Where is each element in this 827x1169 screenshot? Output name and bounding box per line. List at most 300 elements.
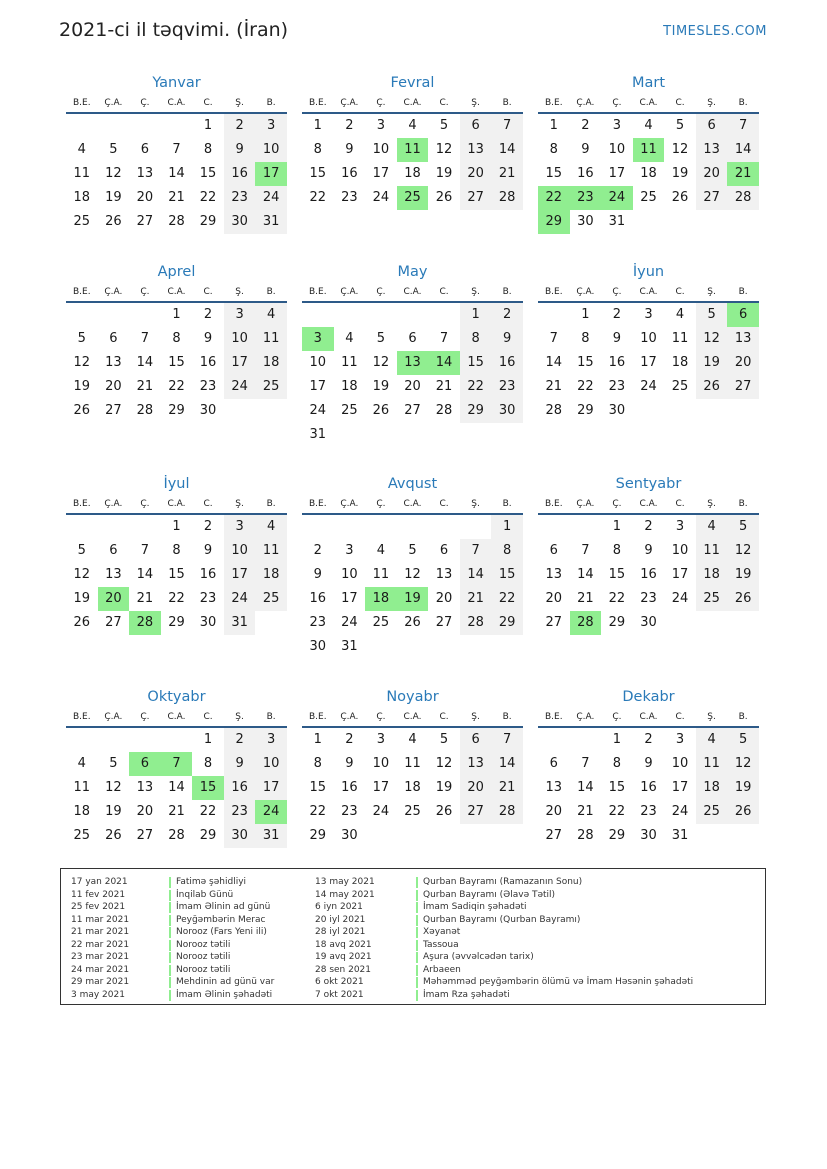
weekday-label: B. [502, 98, 512, 108]
day-cell: 28 [545, 403, 563, 418]
holiday-name: Mehdinin ad günü var [176, 977, 275, 987]
day-cell: 27 [136, 828, 154, 843]
weekday-header [66, 95, 287, 114]
day-cell: 24 [224, 375, 256, 399]
day-cell: 10 [341, 567, 358, 582]
empty-cell [224, 399, 256, 423]
day-cell: 18 [341, 379, 358, 394]
day-cell: 2 [644, 732, 653, 747]
month-name: Dekabr [622, 689, 675, 705]
weekday-label: Ç. [612, 98, 622, 108]
empty-cell [334, 303, 366, 327]
day-cell: 11 [404, 756, 421, 771]
day-cell: 22 [491, 587, 523, 611]
weekday-label: C.A. [403, 499, 422, 509]
day-cell: 14 [727, 138, 759, 162]
day-cell: 22 [199, 804, 217, 819]
day-cell: 27 [105, 615, 122, 630]
week-row [302, 138, 523, 162]
day-cell: 26 [696, 375, 728, 399]
day-cell: 4 [255, 515, 287, 539]
day-cell: 14 [168, 166, 185, 181]
weekday-header [538, 496, 759, 515]
day-cell: 8 [549, 142, 558, 157]
week-row [302, 728, 523, 752]
day-cell: 11 [341, 355, 358, 370]
empty-cell [428, 515, 460, 539]
day-cell: 15 [545, 166, 563, 181]
weekday-label: B. [266, 499, 276, 509]
day-cell: 10 [255, 752, 287, 776]
day-cell: 26 [435, 804, 453, 819]
weekday-label: C. [675, 712, 685, 722]
day-cell: 6 [549, 543, 558, 558]
weekday-label: Ş. [707, 98, 716, 108]
month-11 [302, 685, 523, 848]
week-row [302, 327, 523, 351]
holiday-name: Norooz tətili [176, 964, 231, 975]
week-row [538, 824, 759, 848]
day-cell: 7 [549, 331, 558, 346]
day-cell: 13 [460, 752, 492, 776]
day-cell: 30 [640, 615, 657, 630]
day-cell: 1 [460, 303, 492, 327]
weekday-label: Ç.A. [104, 287, 123, 297]
weekday-label: B. [502, 287, 512, 297]
day-cell: 30 [309, 639, 327, 654]
day-cell: 11 [696, 539, 728, 563]
day-cell: 5 [696, 303, 728, 327]
day-cell: 30 [640, 828, 657, 843]
weekday-label: Ç. [140, 499, 150, 509]
day-cell: 7 [140, 331, 150, 346]
day-cell: 13 [727, 327, 759, 351]
week-row [538, 303, 759, 327]
day-cell: 19 [105, 190, 122, 205]
day-cell: 16 [640, 567, 657, 582]
day-cell: 30 [224, 824, 256, 848]
day-cell: 30 [577, 214, 594, 229]
day-cell: 26 [73, 403, 91, 418]
holiday-date: 14 may 2021 [315, 889, 375, 900]
weekday-label: Ç. [140, 287, 150, 297]
day-cell: 6 [129, 752, 161, 776]
day-cell: 28 [136, 403, 154, 418]
day-cell: 1 [172, 519, 181, 534]
day-cell: 21 [727, 162, 759, 186]
day-cell: 2 [345, 732, 354, 747]
day-cell: 19 [696, 351, 728, 375]
day-cell: 8 [203, 142, 213, 157]
day-cell: 15 [168, 355, 185, 370]
weekday-label: B.E. [72, 98, 91, 108]
day-cell: 16 [224, 776, 256, 800]
weekday-header [66, 284, 287, 303]
day-cell: 18 [73, 804, 91, 819]
day-cell: 14 [136, 355, 154, 370]
day-cell: 15 [309, 780, 327, 795]
day-cell: 5 [376, 331, 386, 346]
holiday-marker [169, 902, 171, 913]
day-cell: 15 [192, 776, 224, 800]
weekday-label: Ç.A. [340, 98, 359, 108]
holiday-name: Qurban Bayramı (Qurban Bayramı) [423, 914, 581, 925]
weekday-label: Ş. [707, 287, 716, 297]
day-cell: 27 [727, 375, 759, 399]
day-cell: 28 [577, 828, 594, 843]
day-cell: 5 [77, 543, 86, 558]
day-cell: 26 [372, 403, 390, 418]
day-cell: 23 [640, 804, 657, 819]
day-cell: 13 [105, 355, 122, 370]
day-cell: 30 [608, 403, 626, 418]
day-cell: 10 [608, 142, 626, 157]
day-cell: 22 [460, 375, 492, 399]
day-cell: 6 [549, 756, 558, 771]
empty-cell [397, 635, 429, 659]
day-cell: 15 [460, 351, 492, 375]
day-cell: 28 [168, 214, 185, 229]
day-cell: 7 [161, 752, 193, 776]
day-cell: 24 [671, 591, 689, 606]
day-cell: 31 [671, 828, 689, 843]
week-row [66, 210, 287, 234]
day-cell: 17 [224, 351, 256, 375]
weekday-label: C.A. [167, 98, 186, 108]
weekday-label: C. [203, 287, 213, 297]
holiday-name: İmam Rza şəhadəti [423, 989, 510, 1000]
weekday-header [302, 284, 523, 303]
weekday-label: C. [439, 499, 449, 509]
weekday-label: Ç.A. [576, 287, 595, 297]
month-2 [302, 71, 523, 210]
weekday-label: C.A. [403, 287, 422, 297]
empty-cell [255, 611, 287, 635]
day-cell: 21 [545, 379, 563, 394]
weekday-label: Ş. [235, 287, 244, 297]
week-row [302, 423, 523, 447]
day-cell: 3 [255, 114, 287, 138]
day-cell: 25 [640, 190, 657, 205]
day-cell: 17 [372, 166, 390, 181]
day-cell: 19 [73, 591, 91, 606]
day-cell: 31 [255, 210, 287, 234]
weekday-label: Ç.A. [576, 98, 595, 108]
day-cell: 29 [608, 828, 626, 843]
day-cell: 24 [255, 186, 287, 210]
week-row [302, 611, 523, 635]
day-cell: 16 [640, 780, 657, 795]
day-cell: 25 [404, 804, 421, 819]
week-row [66, 515, 287, 539]
empty-cell [696, 824, 728, 848]
day-cell: 21 [136, 591, 154, 606]
day-cell: 10 [372, 142, 390, 157]
empty-cell [727, 824, 759, 848]
day-cell: 14 [577, 567, 594, 582]
month-name: Aprel [157, 264, 196, 280]
empty-cell [66, 728, 98, 752]
day-cell: 14 [168, 780, 185, 795]
day-cell: 17 [309, 379, 327, 394]
day-cell: 2 [203, 519, 213, 534]
day-cell: 12 [727, 539, 759, 563]
day-cell: 22 [577, 379, 594, 394]
week-row [538, 611, 759, 635]
day-cell: 10 [671, 543, 689, 558]
month-name: Fevral [390, 75, 435, 91]
week-row [66, 539, 287, 563]
day-cell: 13 [545, 780, 563, 795]
day-cell: 27 [460, 186, 492, 210]
holiday-marker [416, 877, 418, 888]
weekday-label: B.E. [72, 499, 91, 509]
day-cell: 5 [727, 728, 759, 752]
empty-cell [255, 399, 287, 423]
month-6 [538, 260, 759, 423]
week-row [538, 186, 759, 210]
weekday-header [302, 496, 523, 515]
empty-cell [365, 635, 397, 659]
day-cell: 31 [608, 214, 626, 229]
holiday-date: 13 may 2021 [315, 877, 375, 887]
day-cell: 20 [696, 162, 728, 186]
empty-cell [161, 114, 193, 138]
day-cell: 16 [199, 567, 217, 582]
day-cell: 3 [376, 118, 386, 133]
day-cell: 15 [199, 166, 217, 181]
holiday-marker [416, 940, 418, 951]
week-row [302, 375, 523, 399]
weekday-label: C.A. [639, 499, 658, 509]
month-name: Yanvar [152, 75, 201, 91]
day-cell: 10 [224, 327, 256, 351]
weekday-label: Ş. [235, 98, 244, 108]
weekday-label: Ş. [235, 499, 244, 509]
day-cell: 6 [727, 303, 759, 327]
day-cell: 8 [612, 756, 622, 771]
day-cell: 11 [696, 752, 728, 776]
month-1 [66, 71, 287, 234]
day-cell: 23 [608, 379, 626, 394]
day-cell: 27 [435, 615, 453, 630]
day-cell: 7 [439, 331, 449, 346]
day-cell: 21 [491, 162, 523, 186]
day-cell: 6 [696, 114, 728, 138]
empty-cell [538, 515, 570, 539]
weekday-label: Ç. [376, 287, 386, 297]
empty-cell [538, 728, 570, 752]
brand-link[interactable]: TIMESLES.COM [663, 24, 767, 39]
day-cell: 23 [570, 186, 602, 210]
day-cell: 1 [581, 307, 590, 322]
day-cell: 1 [172, 307, 181, 322]
holiday-name: Qurban Bayramı (Əlavə Tətil) [423, 889, 556, 900]
day-cell: 20 [727, 351, 759, 375]
weekday-label: C. [439, 98, 449, 108]
day-cell: 18 [696, 776, 728, 800]
holiday-name: Tassoua [423, 939, 459, 950]
day-cell: 24 [255, 800, 287, 824]
day-cell: 11 [73, 780, 91, 795]
day-cell: 5 [109, 756, 118, 771]
day-cell: 2 [203, 307, 213, 322]
day-cell: 20 [435, 591, 453, 606]
empty-cell [664, 210, 696, 234]
month-name: Noyabr [386, 689, 439, 705]
month-name: Oktyabr [147, 689, 206, 705]
day-cell: 13 [696, 138, 728, 162]
day-cell: 2 [224, 114, 256, 138]
weekday-label: B.E. [308, 287, 327, 297]
empty-cell [727, 611, 759, 635]
holiday-name: Fatimə şəhidliyi [176, 877, 247, 887]
day-cell: 5 [109, 142, 118, 157]
holiday-marker [416, 977, 418, 988]
weekday-header [538, 95, 759, 114]
weekday-label: B. [266, 98, 276, 108]
day-cell: 25 [372, 615, 390, 630]
day-cell: 25 [696, 587, 728, 611]
empty-cell [664, 611, 696, 635]
day-cell: 1 [203, 732, 213, 747]
empty-cell [365, 423, 397, 447]
weekday-label: B.E. [544, 712, 563, 722]
day-cell: 8 [491, 539, 523, 563]
day-cell: 27 [696, 186, 728, 210]
holiday-date: 20 iyl 2021 [315, 914, 366, 925]
weekday-label: B.E. [544, 287, 563, 297]
day-cell: 30 [199, 403, 217, 418]
week-row [538, 728, 759, 752]
day-cell: 9 [491, 327, 523, 351]
weekday-header [538, 284, 759, 303]
weekday-label: B. [738, 499, 748, 509]
day-cell: 26 [404, 615, 421, 630]
holiday-date: 19 avq 2021 [315, 952, 372, 962]
weekday-label: Ş. [471, 98, 480, 108]
day-cell: 4 [255, 303, 287, 327]
empty-cell [334, 515, 366, 539]
day-cell: 27 [404, 403, 421, 418]
day-cell: 23 [491, 375, 523, 399]
week-row [66, 162, 287, 186]
day-cell: 6 [140, 142, 150, 157]
month-9 [538, 472, 759, 635]
day-cell: 23 [199, 379, 217, 394]
day-cell: 9 [203, 543, 213, 558]
empty-cell [365, 303, 397, 327]
holiday-name: Məhəmməd peyğəmbərin ölümü və İmam Həsənin şəhadəti [423, 977, 694, 987]
day-cell: 8 [581, 331, 590, 346]
weekday-label: Ç.A. [340, 287, 359, 297]
day-cell: 3 [255, 728, 287, 752]
empty-cell [696, 399, 728, 423]
day-cell: 19 [397, 587, 429, 611]
day-cell: 2 [581, 118, 590, 133]
holiday-date: 18 avq 2021 [315, 939, 372, 950]
empty-cell [66, 114, 98, 138]
day-cell: 20 [545, 804, 563, 819]
weekday-label: B.E. [72, 712, 91, 722]
day-cell: 1 [313, 732, 322, 747]
holiday-marker [416, 927, 418, 938]
day-cell: 3 [675, 519, 685, 534]
day-cell: 5 [675, 118, 685, 133]
weekday-label: Ç.A. [104, 712, 123, 722]
day-cell: 12 [73, 355, 91, 370]
weekday-label: C.A. [639, 287, 658, 297]
holiday-marker [416, 965, 418, 976]
empty-cell [428, 423, 460, 447]
week-row [66, 611, 287, 635]
day-cell: 23 [224, 800, 256, 824]
day-cell: 12 [372, 355, 390, 370]
day-cell: 27 [545, 828, 563, 843]
day-cell: 9 [224, 752, 256, 776]
day-cell: 21 [577, 804, 594, 819]
day-cell: 17 [671, 567, 689, 582]
empty-cell [129, 515, 161, 539]
day-cell: 24 [671, 804, 689, 819]
month-name: May [397, 264, 428, 280]
day-cell: 17 [372, 780, 390, 795]
month-name: İyul [163, 476, 190, 492]
day-cell: 6 [109, 543, 118, 558]
week-row [538, 327, 759, 351]
day-cell: 14 [491, 138, 523, 162]
day-cell: 20 [105, 379, 122, 394]
day-cell: 1 [612, 519, 622, 534]
day-cell: 24 [601, 186, 633, 210]
empty-cell [161, 728, 193, 752]
day-cell: 26 [671, 190, 689, 205]
holiday-marker [169, 915, 171, 926]
day-cell: 29 [199, 214, 217, 229]
day-cell: 22 [608, 804, 626, 819]
week-row [302, 539, 523, 563]
day-cell: 24 [640, 379, 657, 394]
weekday-label: C.A. [639, 712, 658, 722]
week-row [538, 351, 759, 375]
day-cell: 17 [224, 563, 256, 587]
month-name: Mart [631, 75, 666, 91]
day-cell: 19 [727, 563, 759, 587]
day-cell: 9 [644, 756, 653, 771]
holiday-date: 3 may 2021 [71, 989, 125, 1000]
day-cell: 29 [309, 828, 327, 843]
holiday-date: 6 okt 2021 [315, 977, 364, 987]
empty-cell [98, 114, 130, 138]
week-row [302, 587, 523, 611]
day-cell: 10 [255, 138, 287, 162]
holiday-name: Aşura (əvvəlcədən tarix) [423, 952, 534, 962]
day-cell: 3 [224, 515, 256, 539]
week-row [66, 399, 287, 423]
day-cell: 22 [168, 379, 185, 394]
day-cell: 2 [224, 728, 256, 752]
day-cell: 7 [491, 114, 523, 138]
holiday-marker [169, 890, 171, 901]
holiday-date: 28 sen 2021 [315, 964, 372, 975]
day-cell: 2 [313, 543, 322, 558]
day-cell: 11 [671, 331, 689, 346]
day-cell: 15 [168, 567, 185, 582]
day-cell: 25 [255, 375, 287, 399]
holiday-name: İmam Əlinin ad günü [176, 902, 271, 912]
day-cell: 24 [309, 403, 327, 418]
weekday-label: C. [203, 499, 213, 509]
